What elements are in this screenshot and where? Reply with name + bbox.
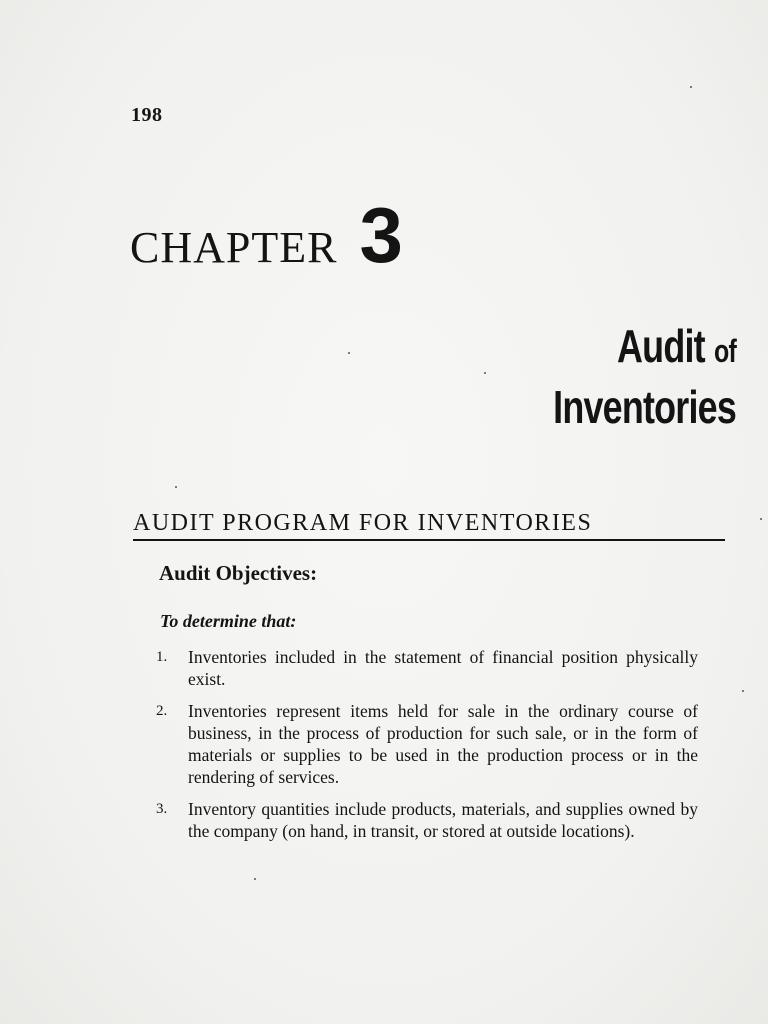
objective-text: Inventories included in the statement of financial position physically exist. xyxy=(188,647,698,689)
chapter-title xyxy=(502,318,736,435)
scan-speck xyxy=(760,518,762,520)
scan-speck xyxy=(175,486,177,488)
objective-item xyxy=(150,646,698,690)
scan-speck xyxy=(254,878,256,880)
chapter-word: CHAPTER xyxy=(130,223,338,272)
chapter-title-audit: Audit xyxy=(617,320,705,372)
scan-speck xyxy=(742,690,744,692)
scan-speck xyxy=(690,86,692,88)
objective-text: Inventories represent items held for sale in the ordinary course of business, in the process of production for such sale, or in the form of materials or supplies to be used in the production process or in the rendering of services. xyxy=(188,701,698,787)
chapter-heading xyxy=(130,191,403,279)
chapter-title-line-1 xyxy=(502,318,736,379)
objective-text: Inventory quantities include products, materials, and supplies owned by the company (on hand, in transit, or stored at outside locations). xyxy=(188,799,698,841)
objective-item xyxy=(150,798,698,842)
objectives-intro: To determine that: xyxy=(160,611,297,631)
objective-number: 3. xyxy=(156,801,168,817)
objective-item xyxy=(150,700,698,788)
objective-number: 2. xyxy=(156,703,168,719)
scan-speck xyxy=(348,352,350,354)
objectives-list xyxy=(150,646,698,852)
chapter-title-of: of xyxy=(714,333,736,369)
audit-program-heading: AUDIT PROGRAM FOR INVENTORIES xyxy=(133,510,725,541)
page-number: 198 xyxy=(131,104,163,126)
chapter-number: 3 xyxy=(359,191,403,279)
objective-number: 1. xyxy=(156,649,168,665)
chapter-title-line-2: Inventories xyxy=(553,381,736,433)
scan-speck xyxy=(484,372,486,374)
audit-objectives-heading: Audit Objectives: xyxy=(159,561,318,585)
